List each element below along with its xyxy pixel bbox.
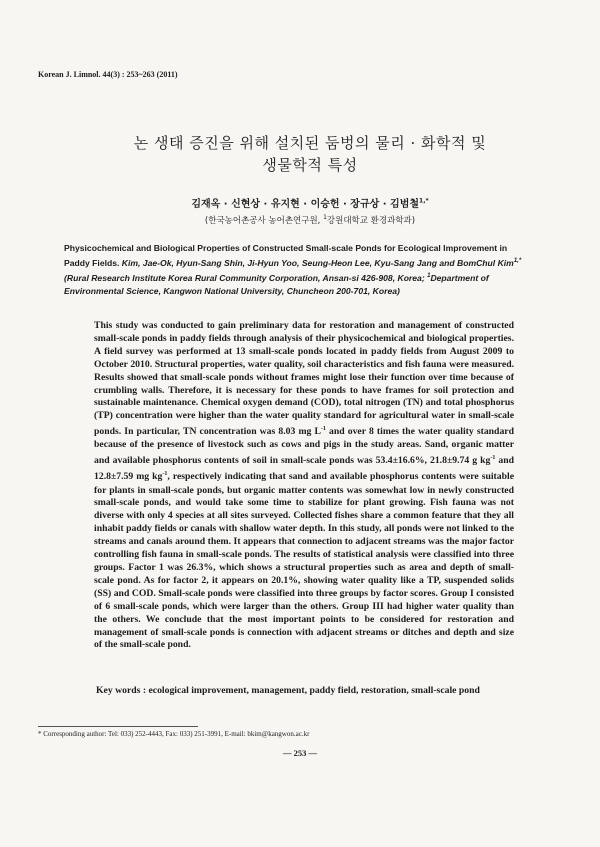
- english-authors-superscript: 1,*: [513, 258, 522, 264]
- english-title: Physicochemical and Biological Properties of Constructed Small-scale Ponds for Ecological Improvement in Paddy Fields.: [64, 243, 508, 268]
- abstract-paragraph: [94, 320, 514, 652]
- corresponding-author-footnote: * Corresponding author: Tel: 033) 252-4443, Fax: 033) 251-3991, E-mail: bkim@kangwon.ac.kr: [38, 730, 310, 738]
- english-authors: Kim, Jae-Ok, Hyun-Sang Shin, Ji-Hyun Yoo, Seung-Heon Lee, Kyu-Sang Jang and BomChul Kim: [121, 257, 514, 268]
- keywords: [96, 684, 516, 697]
- abstract-text-1: This study was conducted to gain preliminary data for restoration and management of constructed small-scale ponds in paddy fields through analysis of their physicochemical and biological properties. A field survey was performed at 13 small-scale ponds located in paddy fields from August 2009 to October 2010. Structural properties, water quality, soil characteristics and fish fauna were measured. Results showed that small-scale ponds without frames might lose their function over time because of crumbling walls. Therefore, it is necessary for these ponds to have frames for soil protection and sustainable maintenance. Chemical oxygen demand (COD), total nitrogen (TN) and total phosphorus (TP) concentration were higher than the water quality standard for agricultural water in small-scale ponds. In particular, TN concentration was 8.03 mg L: [94, 320, 514, 438]
- page-number: — 253 —: [283, 748, 317, 758]
- korean-affiliation-part-2: 강원대학교 환경과학과): [326, 216, 416, 226]
- korean-affiliation: [40, 214, 580, 226]
- korean-title: [40, 132, 580, 176]
- keywords-label: Key words :: [96, 685, 147, 696]
- korean-title-line-1: 논 생태 증진을 위해 설치된 둠벙의 물리 · 화학적 및: [133, 134, 487, 152]
- abstract: [94, 320, 514, 652]
- footnote-rule: [38, 726, 198, 727]
- keywords-text: ecological improvement, management, paddy field, restoration, small-scale pond: [146, 685, 480, 696]
- abstract-superscript-3: -1: [162, 471, 168, 478]
- abstract-text-3: and 12.8±7.59 mg kg: [94, 455, 514, 483]
- english-affiliation-part-2: Department of Environmental Science, Kangwon National University, Chuncheon 200-701, Korea): [64, 272, 489, 296]
- english-affiliation-part-1: (Rural Research Institute Korea Rural Community Corporation, Ansan-si 426-908, Korea;: [64, 272, 428, 283]
- korean-author-superscript: 1,*: [419, 197, 429, 205]
- journal-citation: Korean J. Limnol. 44(3) : 253~263 (2011): [38, 70, 178, 79]
- korean-affiliation-part-1: (한국농어촌공사 농어촌연구원,: [204, 216, 324, 226]
- abstract-text-4: , respectively indicating that sand and available phosphorus contents were suitable for plants in small-scale ponds, but organic matter contents was somewhat low in newly constructed small-scale ponds, and would take some time to stabilize for plant growing. Fish fauna was not diverse with only 4 species at all sites surveyed. Collected fishes share a common feature that they all inhabit paddy fields or canals with shallow water depth. In this study, all ponds were not linked to the streams and canals around them. It appears that connection to adjacent streams was the major factor controlling fish fauna in small-scale ponds. The results of statistical analysis were classified into three groups. Factor 1 was 26.3%, which shows a structural properties such as area and depth of small-scale pond. As for factor 2, it appears on 20.1%, showing water quality like a TP, suspended solids (SS) and COD. Small-scale ponds were classified into three groups by factor scores. Group I consisted of 6 small-scale ponds, which were larger than the others. Group III had higher water quality than the others. We conclude that the most important points to be considered for restoration and management of small-scale ponds is connection with adjacent streams or ditches and depth and size of the small-scale pond.: [94, 471, 514, 651]
- english-affiliation-superscript: 1: [427, 272, 431, 279]
- abstract-superscript-2: -1: [490, 455, 496, 462]
- korean-author-names: 김재옥 · 신현상 · 유지현 · 이승헌 · 장규상 · 김범철: [191, 199, 420, 210]
- korean-title-line-2: 생물학적 특성: [262, 156, 358, 174]
- abstract-superscript-1: -1: [320, 426, 326, 433]
- korean-authors: [40, 195, 580, 210]
- abstract-text-2: and over 8 times the water quality standard because of the presence of livestock such as cows and pigs in the study areas. Sand, organic matter and available phosphorus contents of soil in small-scale ponds was 53.4±16.6%, 21.8±9.74 g kg: [94, 426, 514, 467]
- korean-affiliation-superscript: 1: [323, 214, 327, 222]
- english-header: [64, 242, 532, 298]
